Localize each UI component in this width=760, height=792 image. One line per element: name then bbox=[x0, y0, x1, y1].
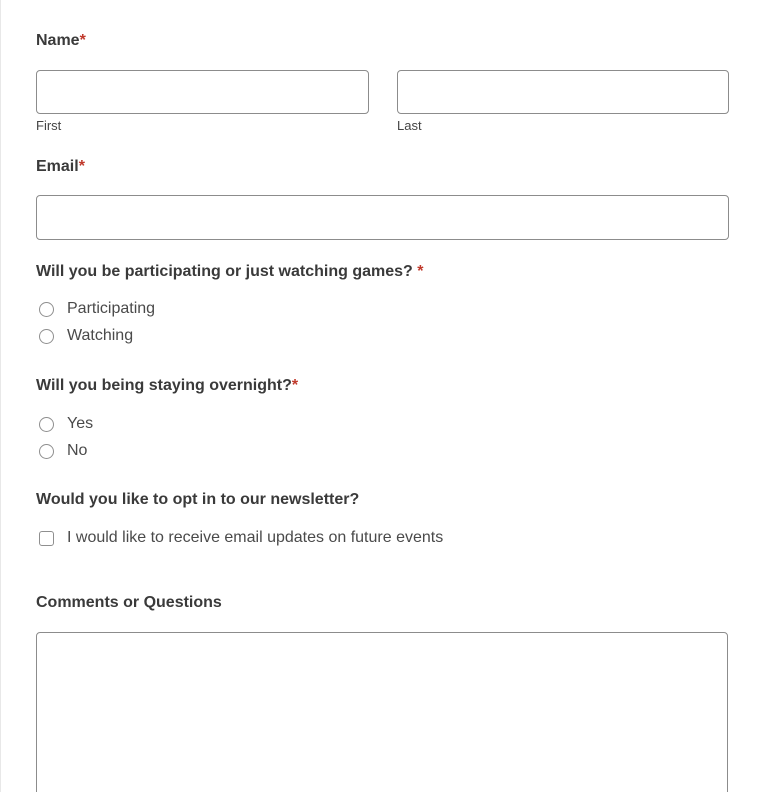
email-input[interactable] bbox=[36, 195, 729, 240]
comments-textarea[interactable] bbox=[36, 632, 728, 792]
newsletter-checkbox-label: I would like to receive email updates on future events bbox=[67, 529, 444, 546]
radio-watching[interactable] bbox=[39, 329, 54, 344]
participation-required-mark: * bbox=[417, 263, 424, 280]
name-required-mark: * bbox=[79, 32, 86, 49]
overnight-option-no[interactable] bbox=[39, 441, 87, 461]
watching-label: Watching bbox=[67, 327, 134, 344]
radio-participating[interactable] bbox=[39, 302, 54, 317]
overnight-required-mark: * bbox=[291, 377, 299, 394]
radio-yes[interactable] bbox=[39, 417, 54, 432]
newsletter-checkbox[interactable] bbox=[39, 531, 54, 546]
last-name-input[interactable] bbox=[397, 70, 729, 114]
name-label-text: Name bbox=[36, 32, 80, 49]
email-label-text: Email bbox=[36, 158, 79, 175]
last-name-sublabel: Last bbox=[397, 118, 422, 133]
overnight-option-yes[interactable] bbox=[39, 414, 93, 434]
first-name-input[interactable] bbox=[36, 70, 369, 114]
first-name-sublabel: First bbox=[36, 118, 62, 133]
participation-option-watching[interactable] bbox=[39, 326, 133, 346]
newsletter-option[interactable] bbox=[39, 528, 443, 548]
participation-label-text: Will you be participating or just watching games? bbox=[36, 263, 413, 280]
participation-label bbox=[36, 263, 423, 281]
overnight-label-text: Will you being staying overnight? bbox=[36, 377, 292, 394]
newsletter-label: Would you like to opt in to our newsletter? bbox=[36, 491, 360, 508]
participating-label: Participating bbox=[67, 300, 156, 317]
email-required-mark: * bbox=[78, 158, 85, 175]
name-label bbox=[36, 32, 86, 50]
comments-label: Comments or Questions bbox=[36, 594, 222, 611]
radio-no[interactable] bbox=[39, 444, 54, 459]
overnight-label bbox=[36, 377, 298, 395]
email-label bbox=[36, 158, 85, 176]
no-label: No bbox=[67, 442, 88, 459]
yes-label: Yes bbox=[67, 415, 94, 432]
participation-option-participating[interactable] bbox=[39, 299, 155, 319]
